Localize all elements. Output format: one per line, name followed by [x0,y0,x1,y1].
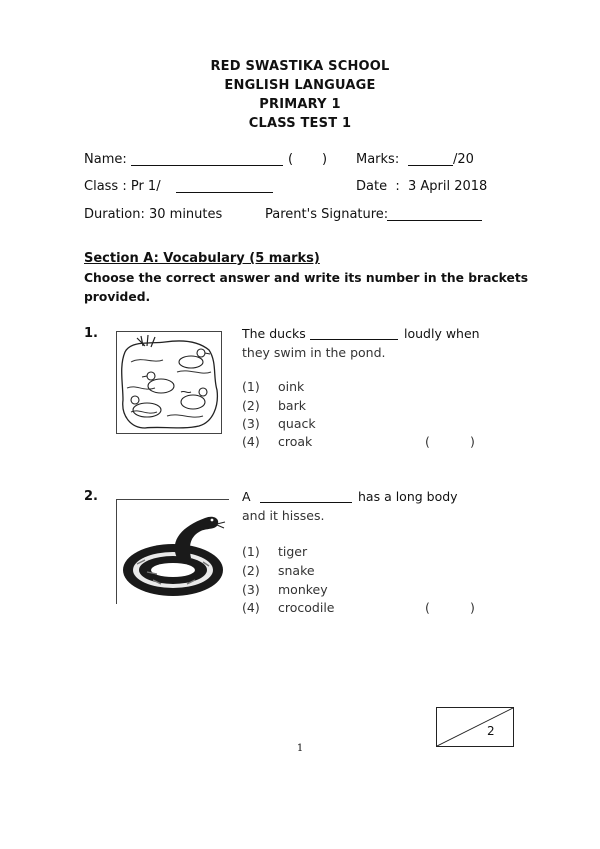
question-2-stem-end: has a long body [358,489,458,504]
question-2-number: 2. [84,489,98,504]
question-2-stem-line2: and it hisses. [242,508,325,523]
option-number: (1) [242,544,260,559]
answer-bracket-open[interactable]: ( [425,600,430,615]
page-number: 1 [296,743,304,754]
score-box-diagonal [437,708,513,746]
option-number: (4) [242,600,260,615]
subject-title: ENGLISH LANGUAGE [224,78,376,93]
signature-label: Parent's Signature: [265,207,389,222]
test-title: CLASS TEST 1 [248,116,352,131]
question-2-blank[interactable] [260,502,352,503]
option-number: (3) [242,582,260,597]
duration-label: Duration: 30 minutes [84,207,223,222]
answer-bracket-close[interactable]: ) [470,600,475,615]
question-1-blank[interactable] [310,339,398,340]
option-text: oink [278,379,305,394]
register-paren-open: ( [288,152,294,167]
score-box-number: 2 [487,724,495,738]
option-text: monkey [278,582,328,597]
question-1-stem-end: loudly when [404,326,480,341]
option-number: (2) [242,398,260,413]
option-text: crocodile [278,600,335,615]
marks-label: Marks: [356,152,400,167]
date-label: Date : 3 April 2018 [356,179,488,194]
section-title: Section A: Vocabulary (5 marks) [84,251,320,266]
option-number: (4) [242,434,260,449]
answer-bracket-open[interactable]: ( [425,434,430,449]
question-1-number: 1. [84,326,98,341]
level-title: PRIMARY 1 [259,97,341,112]
register-paren-close: ) [322,152,328,167]
question-2-stem-start: A [242,489,251,504]
option-text: bark [278,398,306,413]
option-number: (1) [242,379,260,394]
snake-picture [116,499,229,604]
marks-total: /20 [453,152,474,167]
name-field[interactable] [131,165,283,166]
marks-field[interactable] [408,165,453,166]
question-1-stem-start: The ducks [242,326,306,341]
option-text: croak [278,434,313,449]
name-label: Name: [84,152,127,167]
question-1-stem-line2: they swim in the pond. [242,345,386,360]
class-field[interactable] [176,192,273,193]
ducks-picture [116,331,222,434]
score-box [436,707,514,747]
ducks-pond-icon [117,332,221,433]
answer-bracket-close[interactable]: ) [470,434,475,449]
option-number: (3) [242,416,260,431]
class-label: Class : Pr 1/ [84,179,161,194]
instruction-line-2: provided. [84,290,151,304]
instruction-line-1: Choose the correct answer and write its number in the brackets [84,271,529,285]
signature-field[interactable] [387,220,482,221]
option-text: tiger [278,544,308,559]
option-text: quack [278,416,316,431]
school-name: RED SWASTIKA SCHOOL [210,59,390,74]
option-text: snake [278,563,315,578]
option-number: (2) [242,563,260,578]
snake-icon [117,500,229,604]
